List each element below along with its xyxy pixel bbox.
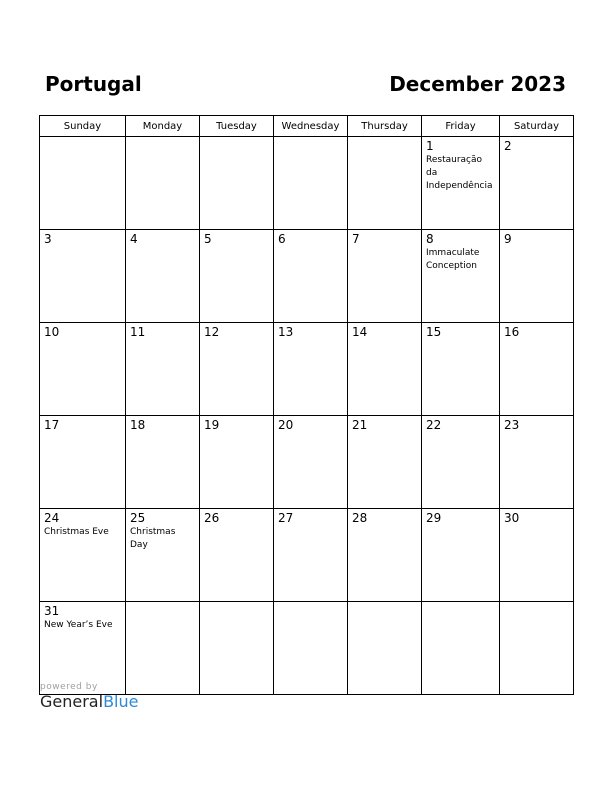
weekday-tuesday: Tuesday xyxy=(200,116,274,137)
day-cell xyxy=(274,323,348,416)
day-cell xyxy=(40,230,126,323)
day-cell xyxy=(348,509,422,602)
day-number: 17 xyxy=(44,418,60,432)
day-cell xyxy=(126,509,200,602)
weekday-header-row xyxy=(40,116,574,137)
day-cell xyxy=(40,416,126,509)
day-number: 31 xyxy=(44,604,60,618)
day-number: 1 xyxy=(426,139,434,153)
day-cell xyxy=(500,509,574,602)
day-cell xyxy=(348,137,422,230)
day-cell xyxy=(274,230,348,323)
week-row xyxy=(40,416,574,509)
day-number: 28 xyxy=(352,511,368,525)
weekday-sunday: Sunday xyxy=(40,116,126,137)
day-cell xyxy=(422,509,500,602)
weekday-thursday: Thursday xyxy=(348,116,422,137)
day-number: 16 xyxy=(504,325,520,339)
day-number: 25 xyxy=(130,511,146,525)
day-number: 24 xyxy=(44,511,60,525)
week-row xyxy=(40,509,574,602)
day-cell xyxy=(200,137,274,230)
day-number: 6 xyxy=(278,232,286,246)
weekday-friday: Friday xyxy=(422,116,500,137)
day-cell xyxy=(274,137,348,230)
day-cell xyxy=(200,602,274,695)
day-number: 13 xyxy=(278,325,294,339)
day-cell xyxy=(500,323,574,416)
day-number: 20 xyxy=(278,418,294,432)
day-number: 3 xyxy=(44,232,52,246)
day-number: 7 xyxy=(352,232,360,246)
weekday-wednesday: Wednesday xyxy=(274,116,348,137)
day-number: 23 xyxy=(504,418,520,432)
day-number: 11 xyxy=(130,325,146,339)
day-cell xyxy=(274,509,348,602)
holiday-label: New Year’s Eve xyxy=(44,620,113,630)
day-cell xyxy=(348,323,422,416)
day-cell xyxy=(200,230,274,323)
day-number: 27 xyxy=(278,511,294,525)
week-row xyxy=(40,230,574,323)
day-cell xyxy=(274,416,348,509)
weekday-monday: Monday xyxy=(126,116,200,137)
day-number: 29 xyxy=(426,511,442,525)
day-cell xyxy=(422,416,500,509)
day-number: 22 xyxy=(426,418,442,432)
country-title: Portugal xyxy=(45,72,142,96)
day-number: 19 xyxy=(204,418,220,432)
holiday-label: Restauração da Independência xyxy=(426,155,493,191)
day-number: 5 xyxy=(204,232,212,246)
day-number: 15 xyxy=(426,325,442,339)
week-row xyxy=(40,137,574,230)
month-year-title: December 2023 xyxy=(389,72,566,96)
week-row xyxy=(40,323,574,416)
day-number: 14 xyxy=(352,325,368,339)
generalblue-logo xyxy=(40,692,138,712)
calendar-grid xyxy=(39,115,574,695)
day-number: 4 xyxy=(130,232,138,246)
day-cell xyxy=(126,602,200,695)
day-number: 10 xyxy=(44,325,60,339)
day-cell xyxy=(348,602,422,695)
day-number: 12 xyxy=(204,325,220,339)
day-cell xyxy=(40,323,126,416)
day-cell xyxy=(422,230,500,323)
day-number: 9 xyxy=(504,232,512,246)
brand-general: General xyxy=(40,692,104,711)
day-cell xyxy=(500,602,574,695)
day-number: 21 xyxy=(352,418,368,432)
day-number: 30 xyxy=(504,511,520,525)
day-cell xyxy=(500,137,574,230)
day-cell xyxy=(200,416,274,509)
holiday-label: Christmas Eve xyxy=(44,527,109,537)
day-cell xyxy=(200,509,274,602)
day-cell xyxy=(348,416,422,509)
day-cell xyxy=(500,416,574,509)
brand-blue: Blue xyxy=(103,692,139,711)
week-row xyxy=(40,602,574,695)
day-cell xyxy=(126,230,200,323)
day-number: 2 xyxy=(504,139,512,153)
day-cell xyxy=(40,509,126,602)
day-cell xyxy=(126,416,200,509)
day-cell xyxy=(500,230,574,323)
day-number: 8 xyxy=(426,232,434,246)
footer-branding xyxy=(40,682,138,712)
day-cell xyxy=(200,323,274,416)
day-cell xyxy=(126,137,200,230)
day-cell xyxy=(40,602,126,695)
day-number: 26 xyxy=(204,511,220,525)
weekday-saturday: Saturday xyxy=(500,116,574,137)
day-cell xyxy=(422,137,500,230)
day-cell xyxy=(126,323,200,416)
day-cell xyxy=(40,137,126,230)
holiday-label: Immaculate Conception xyxy=(426,248,480,271)
day-cell xyxy=(348,230,422,323)
holiday-label: Christmas Day xyxy=(130,527,176,550)
powered-by-text: powered by xyxy=(40,682,98,692)
day-cell xyxy=(422,323,500,416)
day-cell xyxy=(274,602,348,695)
day-cell xyxy=(422,602,500,695)
day-number: 18 xyxy=(130,418,146,432)
